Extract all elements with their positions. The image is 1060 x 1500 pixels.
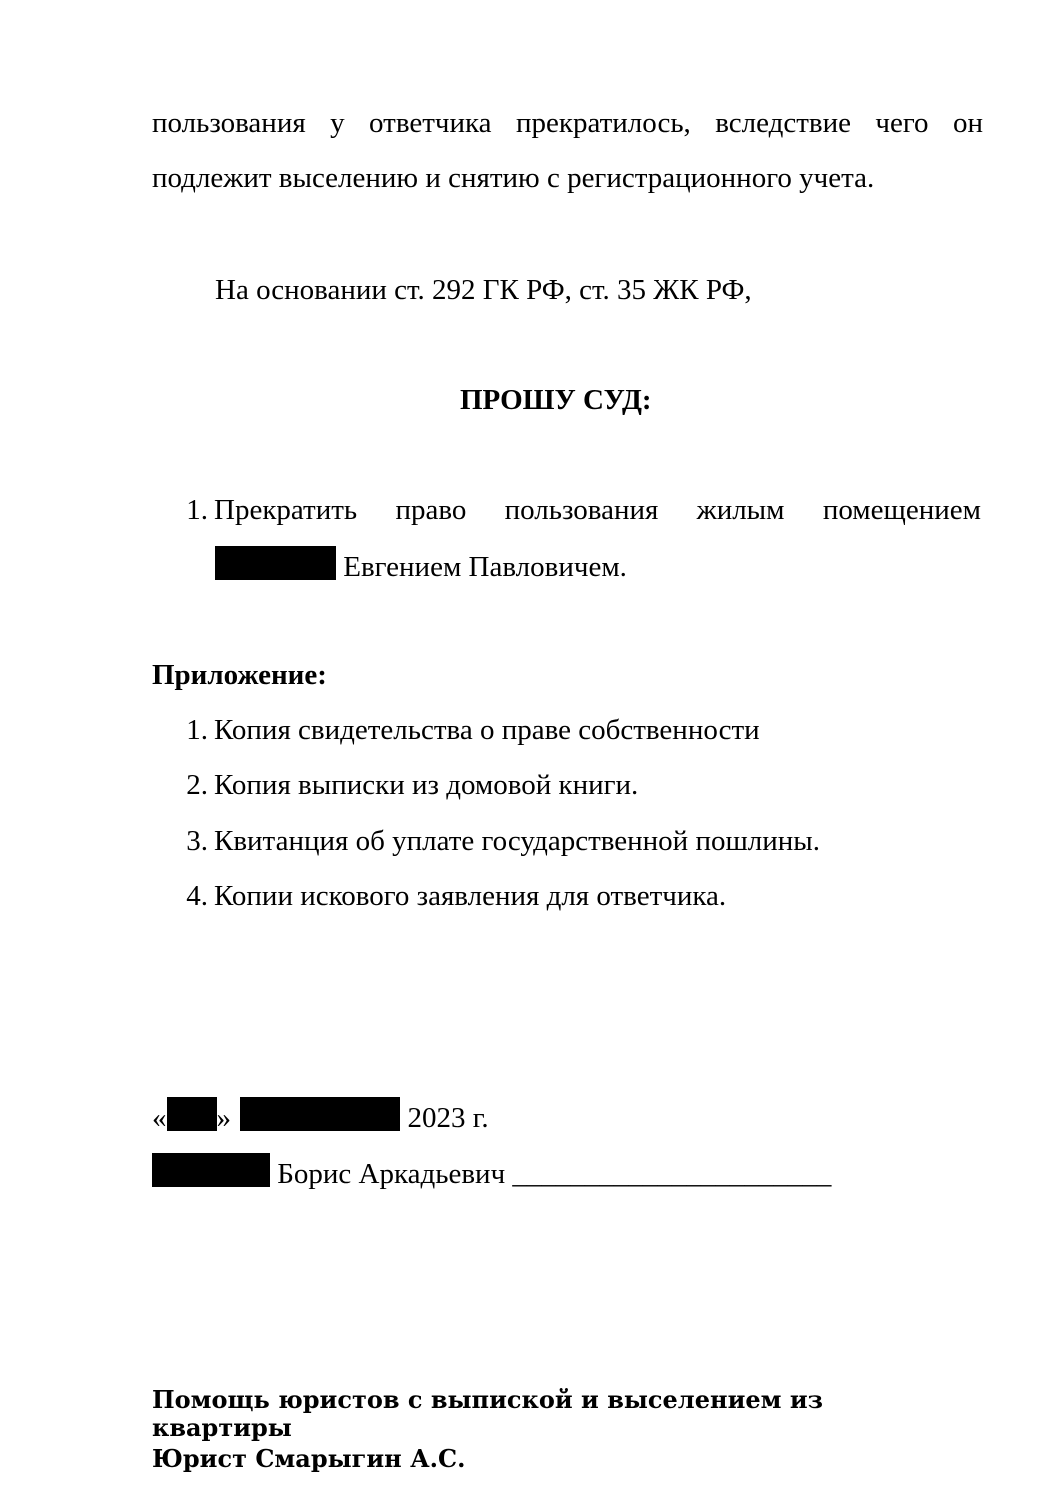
attachment-item	[176, 767, 638, 803]
signature-date	[152, 1097, 489, 1136]
attachment-item-text: Квитанция об уплате государственной пошлины.	[214, 825, 821, 857]
paragraph-line-1: пользования у ответчика прекратилось, вследствие чего он	[152, 107, 983, 139]
redaction-block	[167, 1097, 217, 1131]
request-item-1-line1: Прекратить право пользования жилым помещением	[214, 494, 981, 526]
request-heading: ПРОШУ СУД:	[460, 384, 652, 416]
attachment-item	[176, 712, 760, 748]
signature-year: 2023 г.	[407, 1102, 489, 1134]
request-item-1	[176, 492, 983, 528]
attachment-item	[176, 823, 820, 859]
paragraph-line-2: подлежит выселению и снятию с регистрационного учета.	[152, 162, 875, 194]
quote-close: »	[216, 1102, 231, 1134]
request-item-1-name: Евгением Павловичем.	[343, 551, 627, 583]
attachment-item-number: 3.	[186, 825, 208, 857]
attachment-item-number: 1.	[186, 714, 208, 746]
footer-line-2: квартиры	[152, 1413, 292, 1442]
quote-open: «	[152, 1102, 167, 1134]
redaction-block	[240, 1097, 400, 1131]
signature-name: Борис Аркадьевич	[277, 1158, 506, 1190]
request-item-1-number: 1.	[186, 494, 208, 526]
request-item-1-line2	[215, 546, 627, 585]
signature-name-line	[152, 1153, 831, 1192]
legal-basis: На основании ст. 292 ГК РФ, ст. 35 ЖК РФ,	[215, 274, 752, 306]
footer-line-1: Помощь юристов с выпиской и выселением из	[152, 1385, 823, 1414]
redaction-block	[215, 546, 336, 580]
signature-blank-line: ______________________	[512, 1158, 832, 1190]
attachment-item	[176, 878, 726, 914]
attachment-item-text: Копия выписки из домовой книги.	[214, 769, 639, 801]
attachment-item-number: 4.	[186, 880, 208, 912]
redaction-block	[152, 1153, 270, 1187]
attachments-heading: Приложение:	[152, 659, 327, 691]
attachment-item-text: Копия свидетельства о праве собственности	[214, 714, 760, 746]
attachment-item-text: Копии искового заявления для ответчика.	[214, 880, 727, 912]
attachment-item-number: 2.	[186, 769, 208, 801]
footer-line-3: Юрист Смарыгин А.С.	[152, 1444, 466, 1473]
